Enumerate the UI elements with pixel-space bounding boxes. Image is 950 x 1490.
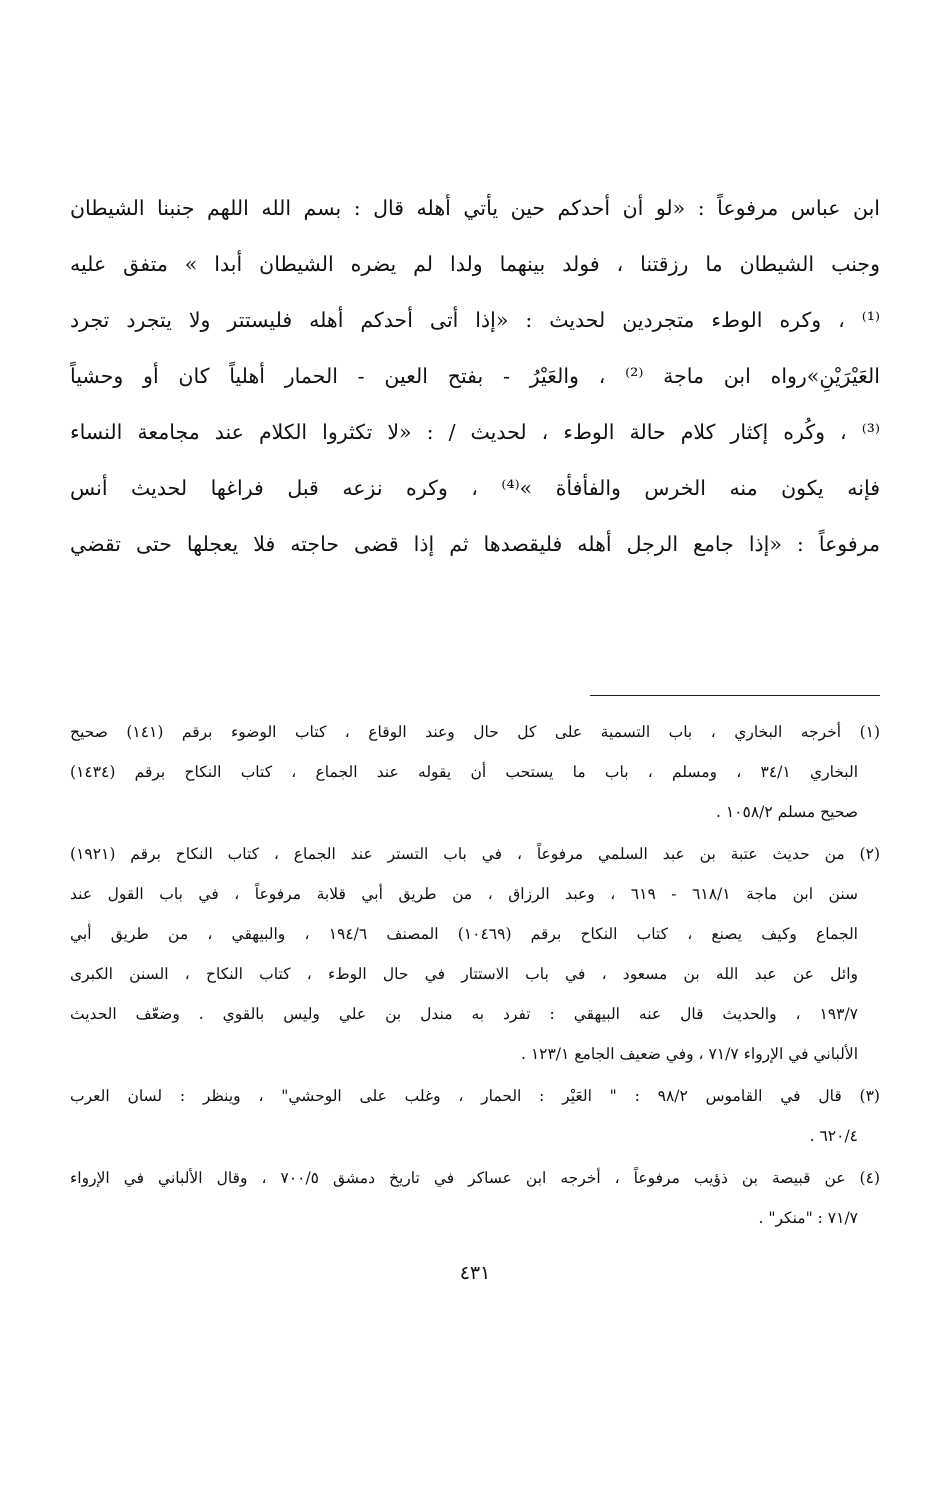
footnote-line: (٣) قال في القاموس ٩٨/٢ : " العَيْر : الحمار ، وغلب على الوحشي" ، وينظر : لسان العرب <box>70 1087 880 1105</box>
main-text-line: العَيْرَيْنِ»رواه ابن ماجة ⁽²⁾ ، والعَيْرُ - بفتح العين - الحمار أهلياً كان أو وحشياً <box>70 364 880 388</box>
footnote-1 <box>70 712 880 832</box>
footnote-line: ١٩٣/٧ ، والحديث قال عنه البيهقي : تفرد به مندل بن علي وليس بالقوي . وضعّف الحديث <box>70 1005 858 1023</box>
footnote-2 <box>70 834 880 1074</box>
footnote-line: ٦٢٠/٤ . <box>809 1127 858 1145</box>
main-text-line: ابن عباس مرفوعاً : «لو أن أحدكم حين يأتي أهله قال : بسم الله اللهم جنبنا الشيطان <box>70 196 880 220</box>
footnote-line: (٢) من حديث عتبة بن عبد السلمي مرفوعاً ، في باب التستر عند الجماع ، كتاب النكاح برقم (١٩٢١) <box>70 845 880 863</box>
footnote-4 <box>70 1158 880 1238</box>
footnote-line: صحيح مسلم ١٠٥٨/٢ . <box>716 803 858 821</box>
footnote-line: (٤) عن قبيصة بن ذؤيب مرفوعاً ، أخرجه ابن عساكر في تاريخ دمشق ٧٠٠/٥ ، وقال الألباني في الإرواء <box>70 1169 880 1187</box>
footnote-line: الألباني في الإرواء ٧١/٧ ، وفي ضعيف الجامع ١٢٣/١ . <box>520 1045 858 1063</box>
footnote-line: الجماع وكيف يصنع ، كتاب النكاح برقم (١٠٤٦٩) المصنف ١٩٤/٦ ، والبيهقي ، من طريق أبي <box>70 925 858 943</box>
footnote-line: ٧١/٧ : "منكر" . <box>758 1209 858 1227</box>
main-text-line: فإنه يكون منه الخرس والفأفأة »⁽⁴⁾ ، وكره نزعه قبل فراغها لحديث أنس <box>70 476 880 500</box>
footnote-separator <box>590 695 880 696</box>
main-text <box>70 180 880 572</box>
footnote-line: وائل عن عبد الله بن مسعود ، في باب الاستتار في حال الوطء ، كتاب النكاح ، السنن الكبرى <box>70 965 858 983</box>
footnote-line: البخاري ٣٤/١ ، ومسلم ، باب ما يستحب أن يقوله عند الجماع ، كتاب النكاح برقم (١٤٣٤) <box>70 763 858 781</box>
main-text-line: ⁽³⁾ ، وكُره إكثار كلام حالة الوطء ، لحديث / : «لا تكثروا الكلام عند مجامعة النساء <box>70 420 880 444</box>
main-text-line: ⁽¹⁾ ، وكره الوطء متجردين لحديث : «إذا أتى أحدكم أهله فليستتر ولا يتجرد تجرد <box>70 308 880 332</box>
footnote-line: سنن ابن ماجة ٦١٨/١ - ٦١٩ ، وعبد الرزاق ، من طريق أبي قلابة مرفوعاً ، في باب القول عند <box>70 885 858 903</box>
main-text-line: وجنب الشيطان ما رزقتنا ، فولد بينهما ولدا لم يضره الشيطان أبدا » متفق عليه <box>70 252 880 276</box>
page-number: ٤٣١ <box>459 1262 491 1284</box>
footnote-line: (١) أخرجه البخاري ، باب التسمية على كل حال وعند الوقاع ، كتاب الوضوء برقم (١٤١) صحيح <box>70 723 880 741</box>
footnotes <box>70 712 880 1240</box>
main-text-line: مرفوعاً : «إذا جامع الرجل أهله فليقصدها ثم إذا قضى حاجته فلا يعجلها حتى تقضي <box>70 532 880 556</box>
footnote-3 <box>70 1076 880 1156</box>
